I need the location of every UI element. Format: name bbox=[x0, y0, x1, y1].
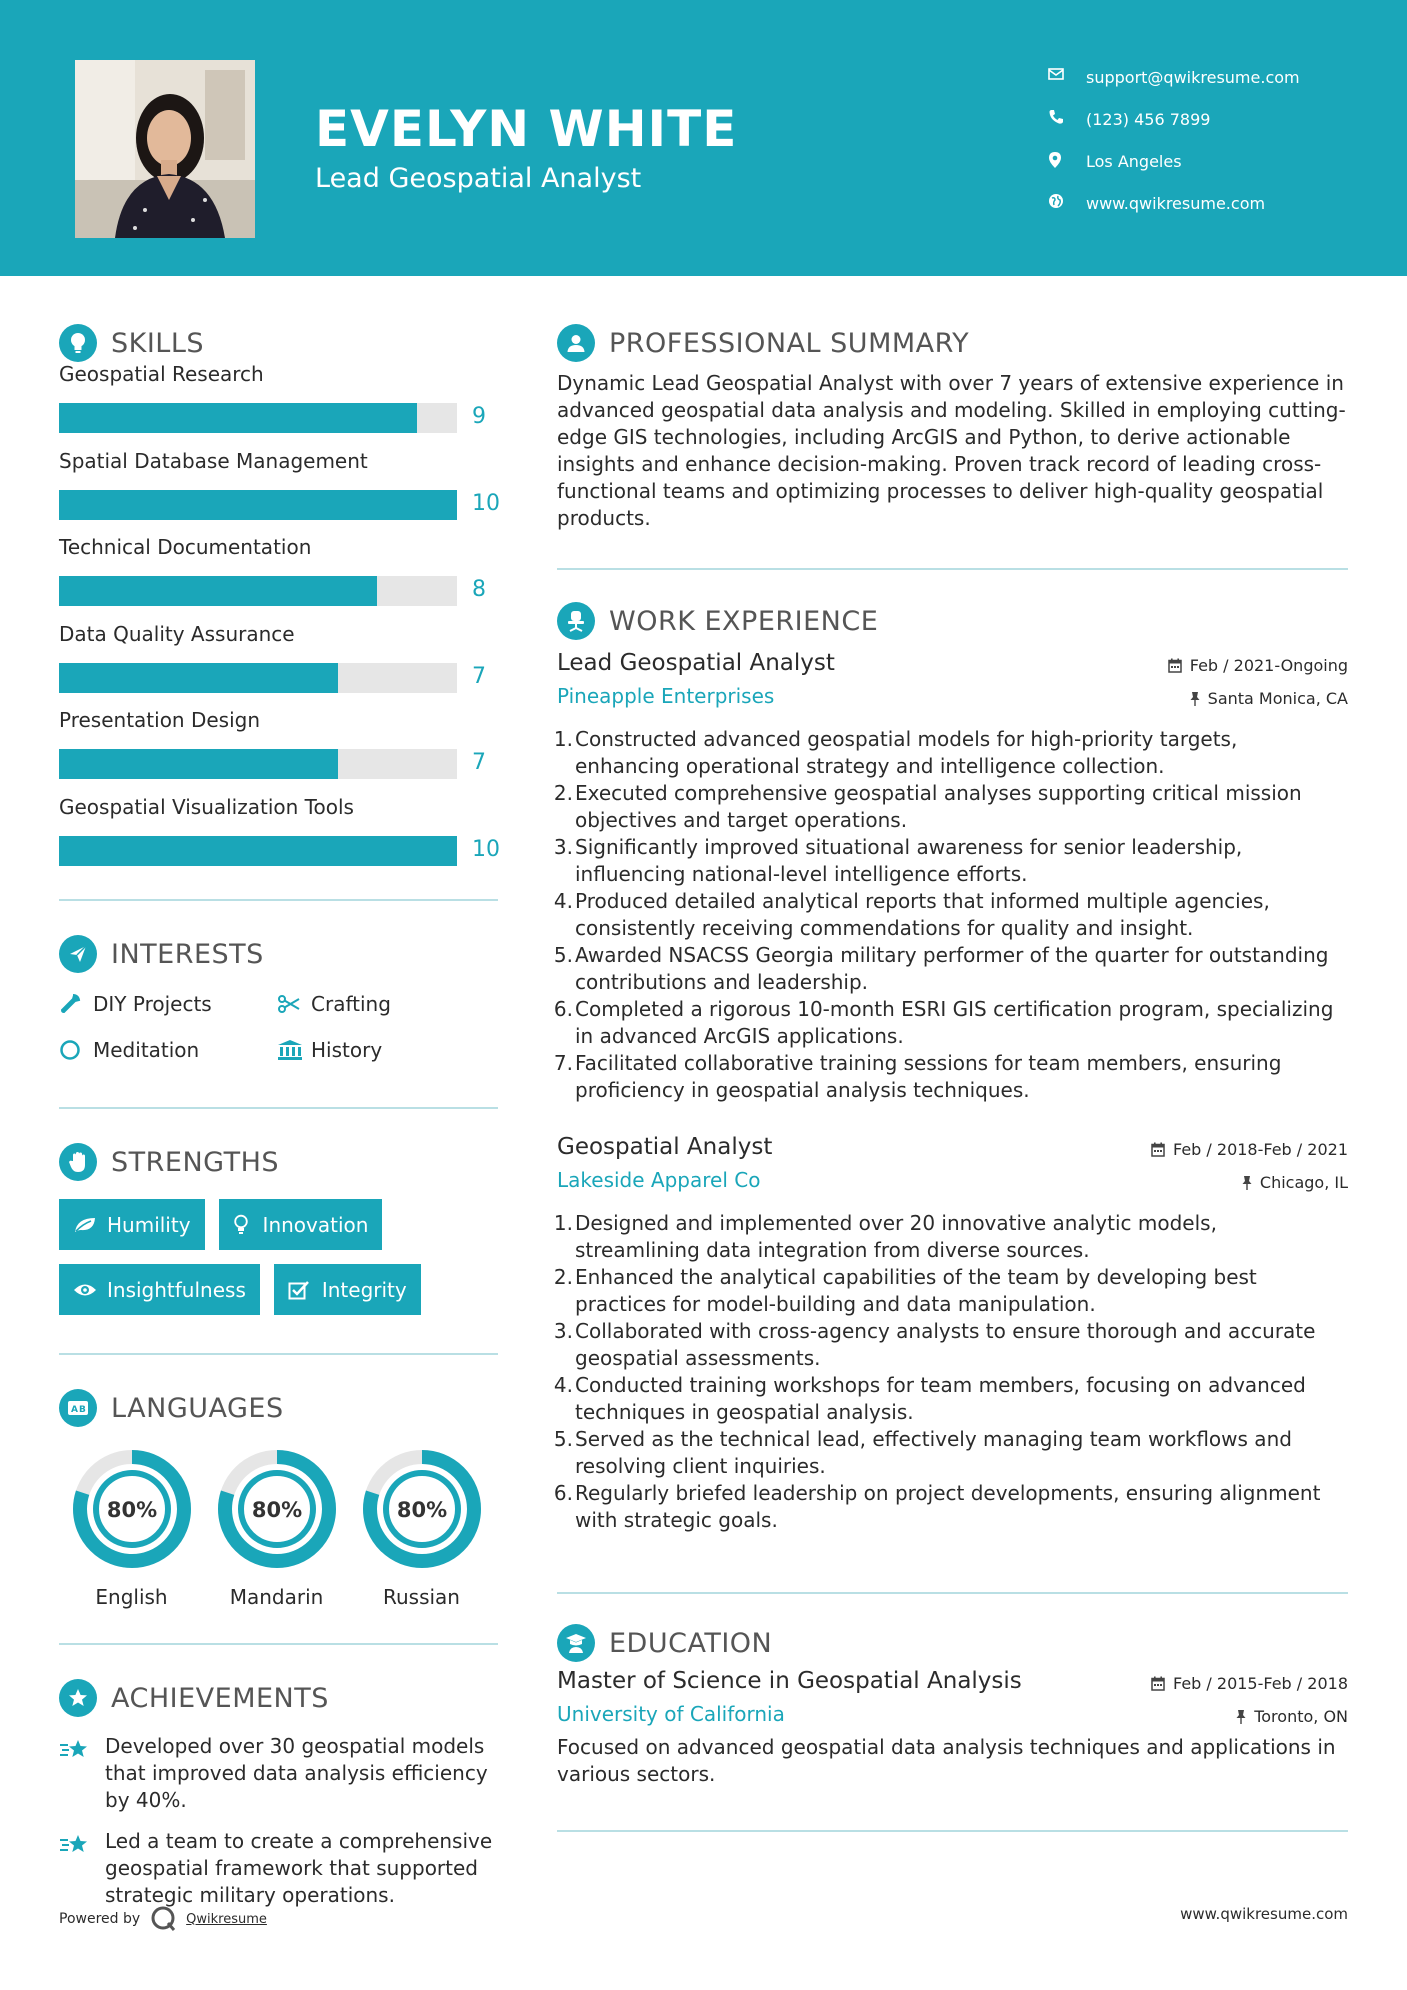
phone-icon bbox=[1048, 109, 1086, 129]
task-number: 3. bbox=[553, 835, 573, 859]
skills-list bbox=[59, 354, 498, 873]
contact-list bbox=[1048, 56, 1300, 224]
job-task bbox=[553, 780, 1348, 834]
achievements-title: ACHIEVEMENTS bbox=[111, 1682, 329, 1714]
skill-row bbox=[59, 441, 498, 528]
achievement-text: Led a team to create a comprehensive geospatial framework that supported strategic military operations. bbox=[105, 1829, 493, 1907]
skill-bar-fill bbox=[59, 403, 417, 433]
job-task bbox=[553, 1426, 1348, 1480]
strengths-heading bbox=[59, 1139, 498, 1185]
interests-heading bbox=[59, 931, 498, 977]
contact-website-text: www.qwikresume.com bbox=[1086, 193, 1266, 213]
job-dates bbox=[1168, 656, 1348, 675]
school-name: University of California bbox=[557, 1702, 785, 1726]
task-number: 2. bbox=[553, 1265, 573, 1289]
job-entry bbox=[553, 650, 1348, 1104]
pushpin-icon bbox=[1242, 1175, 1252, 1190]
job-location bbox=[1242, 1173, 1348, 1192]
skill-bar-fill bbox=[59, 836, 457, 866]
degree-title: Master of Science in Geospatial Analysis bbox=[557, 1668, 1022, 1694]
education-location bbox=[1236, 1707, 1348, 1726]
task-number: 6. bbox=[553, 997, 573, 1021]
interests-title: INTERESTS bbox=[111, 938, 264, 970]
calendar-icon bbox=[1168, 658, 1182, 673]
language-name: Russian bbox=[382, 1585, 460, 1609]
interest-label: Crafting bbox=[311, 992, 391, 1016]
skill-row bbox=[59, 354, 498, 441]
skill-name: Geospatial Research bbox=[59, 362, 264, 386]
education-dates-text: Feb / 2015-Feb / 2018 bbox=[1173, 1674, 1348, 1693]
skill-name: Presentation Design bbox=[59, 708, 261, 732]
checkbox-icon bbox=[288, 1280, 322, 1300]
right-column bbox=[553, 320, 1348, 1832]
shooting-star-icon bbox=[59, 1733, 105, 1814]
achievement-item bbox=[59, 1828, 498, 1909]
skill-bar-fill bbox=[59, 663, 338, 693]
contact-location-text: Los Angeles bbox=[1086, 151, 1182, 171]
skill-score: 9 bbox=[472, 404, 486, 429]
strength-chip bbox=[59, 1264, 260, 1315]
task-text: Facilitated collaborative training sessions for team members, ensuring proficiency in geospatial analysis techniques. bbox=[575, 1051, 1282, 1102]
calendar-icon bbox=[1151, 1676, 1165, 1691]
section-divider bbox=[59, 1107, 498, 1109]
language-gauge bbox=[360, 1447, 484, 1571]
job-location-text: Santa Monica, CA bbox=[1207, 689, 1348, 708]
language-name: English bbox=[95, 1585, 168, 1609]
achievement-text: Developed over 30 geospatial models that improved data analysis efficiency by 40%. bbox=[105, 1734, 488, 1812]
pushpin-icon bbox=[1190, 691, 1200, 706]
resume-header bbox=[0, 0, 1407, 276]
job-location bbox=[1190, 689, 1348, 708]
user-icon bbox=[557, 324, 595, 362]
globe-icon bbox=[1048, 193, 1086, 213]
job-dates bbox=[1151, 1140, 1348, 1159]
section-divider bbox=[59, 899, 498, 901]
skill-name: Spatial Database Management bbox=[59, 448, 368, 473]
skill-row bbox=[59, 527, 498, 614]
section-divider bbox=[557, 1592, 1348, 1594]
languages-title: LANGUAGES bbox=[111, 1392, 284, 1424]
strengths-list bbox=[59, 1199, 489, 1315]
task-number: 3. bbox=[553, 1319, 573, 1343]
education-entry bbox=[557, 1668, 1348, 1788]
task-number: 7. bbox=[553, 1051, 573, 1075]
job-company: Lakeside Apparel Co bbox=[557, 1168, 761, 1192]
circle-icon bbox=[59, 1039, 93, 1061]
task-text: Completed a rigorous 10-month ESRI GIS certification program, specializing in advanced ArcGIS applications. bbox=[575, 997, 1334, 1048]
location-pin-icon bbox=[1048, 151, 1086, 171]
job-task bbox=[553, 888, 1348, 942]
interests-list bbox=[59, 987, 498, 1067]
task-text: Served as the technical lead, effectively managing team workflows and resolving client inquiries. bbox=[575, 1427, 1292, 1478]
powered-by[interactable] bbox=[59, 1905, 267, 1933]
interest-item bbox=[59, 987, 277, 1021]
interest-item bbox=[277, 1033, 477, 1067]
contact-phone[interactable] bbox=[1048, 98, 1300, 140]
skill-bar-fill bbox=[59, 749, 338, 779]
svg-text:A: A bbox=[71, 1405, 78, 1415]
skill-bar-track bbox=[59, 403, 457, 433]
contact-location bbox=[1048, 140, 1300, 182]
task-number: 4. bbox=[553, 1373, 573, 1397]
task-number: 2. bbox=[553, 781, 573, 805]
education-heading bbox=[557, 1620, 1348, 1666]
job-entry bbox=[553, 1134, 1348, 1534]
task-number: 6. bbox=[553, 1481, 573, 1505]
brand-name: Qwikresume bbox=[186, 1911, 267, 1927]
section-divider bbox=[59, 1643, 498, 1645]
svg-text:B: B bbox=[79, 1405, 86, 1415]
task-number: 5. bbox=[553, 1427, 573, 1451]
skill-score: 7 bbox=[472, 750, 486, 775]
job-task bbox=[553, 1480, 1348, 1534]
profile-photo bbox=[75, 60, 255, 238]
interest-label: Meditation bbox=[93, 1038, 200, 1062]
task-text: Regularly briefed leadership on project developments, ensuring alignment with strategic goals. bbox=[575, 1481, 1321, 1532]
job-task-list bbox=[553, 1210, 1348, 1534]
skill-bar-track bbox=[59, 490, 457, 520]
task-text: Collaborated with cross-agency analysts to ensure thorough and accurate geospatial assessments. bbox=[575, 1319, 1316, 1370]
job-dates-text: Feb / 2018-Feb / 2021 bbox=[1173, 1140, 1348, 1159]
skill-row bbox=[59, 787, 498, 874]
task-text: Significantly improved situational awareness for senior leadership, influencing national-level intelligence efforts. bbox=[575, 835, 1243, 886]
languages-list bbox=[59, 1447, 498, 1609]
contact-email-text: support@qwikresume.com bbox=[1086, 67, 1300, 87]
task-text: Produced detailed analytical reports that informed multiple agencies, consistently receiving commendations for quality and insight. bbox=[575, 889, 1270, 940]
scissors-icon bbox=[277, 995, 311, 1013]
paper-plane-icon bbox=[59, 935, 97, 973]
shooting-star-icon bbox=[59, 1828, 105, 1909]
task-text: Awarded NSACSS Georgia military performer of the quarter for outstanding contributions and leadership. bbox=[575, 943, 1329, 994]
task-text: Constructed advanced geospatial models for high-priority targets, enhancing operational strategy and intelligence collection. bbox=[575, 727, 1238, 778]
language-name: Mandarin bbox=[229, 1585, 324, 1609]
job-company: Pineapple Enterprises bbox=[557, 684, 775, 708]
achievement-item bbox=[59, 1733, 498, 1814]
interest-item bbox=[59, 1033, 277, 1067]
language-percent: 80% bbox=[106, 1498, 157, 1522]
wrench-icon bbox=[59, 993, 93, 1015]
section-divider bbox=[59, 1353, 498, 1355]
skill-bar-track bbox=[59, 836, 457, 866]
hand-icon bbox=[59, 1143, 97, 1181]
candidate-role: Lead Geospatial Analyst bbox=[315, 163, 642, 194]
experience-title: WORK EXPERIENCE bbox=[609, 605, 879, 637]
skill-bar-fill bbox=[59, 576, 377, 606]
strength-label: Humility bbox=[107, 1212, 191, 1237]
job-task bbox=[553, 1210, 1348, 1264]
eye-icon bbox=[73, 1282, 107, 1298]
job-title: Geospatial Analyst bbox=[557, 1134, 773, 1160]
task-number: 4. bbox=[553, 889, 573, 913]
skill-bar-fill bbox=[59, 490, 457, 520]
envelope-icon bbox=[1048, 67, 1086, 87]
task-text: Executed comprehensive geospatial analyses supporting critical mission objectives and target operations. bbox=[575, 781, 1302, 832]
job-task bbox=[553, 1264, 1348, 1318]
education-dates bbox=[1151, 1674, 1348, 1693]
lightbulb-icon bbox=[233, 1214, 263, 1236]
section-divider bbox=[557, 568, 1348, 570]
strength-label: Integrity bbox=[321, 1277, 407, 1302]
strength-label: Insightfulness bbox=[107, 1277, 246, 1302]
skills-title: SKILLS bbox=[111, 327, 205, 359]
education-location-text: Toronto, ON bbox=[1254, 1707, 1348, 1726]
experience-heading bbox=[557, 598, 1348, 644]
languages-heading bbox=[59, 1385, 498, 1431]
job-task bbox=[553, 996, 1348, 1050]
strengths-title: STRENGTHS bbox=[111, 1146, 280, 1178]
pushpin-icon bbox=[1236, 1709, 1246, 1724]
achievements-heading bbox=[59, 1675, 498, 1721]
education-title: EDUCATION bbox=[609, 1627, 773, 1659]
interest-label: DIY Projects bbox=[93, 992, 212, 1016]
job-task bbox=[553, 834, 1348, 888]
task-number: 5. bbox=[553, 943, 573, 967]
footer-website[interactable]: www.qwikresume.com bbox=[1180, 1905, 1348, 1923]
profile-photo-image bbox=[75, 60, 255, 238]
education-description: Focused on advanced geospatial data analysis techniques and applications in various sectors. bbox=[557, 1735, 1336, 1786]
summary-text: Dynamic Lead Geospatial Analyst with over 7 years of extensive experience in advanced geospatial data analysis and modeling. Skilled in employing cutting-edge GIS technologies, including ArcGIS and Python, to derive actionable insights and enhance decision-making. Proven track record of leading cross-functional teams and optimizing processes to deliver high-quality geospatial products. bbox=[557, 371, 1346, 530]
graduate-icon bbox=[557, 1624, 595, 1662]
task-text: Conducted training workshops for team members, focusing on advanced techniques in geospatial analysis. bbox=[575, 1373, 1306, 1424]
job-task bbox=[553, 942, 1348, 996]
job-task bbox=[553, 1318, 1348, 1372]
contact-website[interactable] bbox=[1048, 182, 1300, 224]
job-location-text: Chicago, IL bbox=[1259, 1173, 1348, 1192]
skill-score: 8 bbox=[472, 577, 486, 602]
language-item bbox=[349, 1447, 494, 1609]
language-gauge bbox=[70, 1447, 194, 1571]
language-icon bbox=[59, 1389, 97, 1427]
strength-chip bbox=[274, 1264, 421, 1315]
skill-score: 7 bbox=[472, 663, 486, 689]
interest-label: History bbox=[311, 1038, 383, 1062]
language-percent: 80% bbox=[396, 1498, 447, 1522]
qwikresume-logo-icon bbox=[146, 1905, 180, 1933]
language-percent: 80% bbox=[251, 1498, 302, 1522]
left-column bbox=[59, 320, 498, 1909]
job-dates-text: Feb / 2021-Ongoing bbox=[1189, 656, 1348, 675]
skill-name: Data Quality Assurance bbox=[59, 621, 295, 646]
task-number: 1. bbox=[553, 727, 573, 751]
leaf-icon bbox=[73, 1216, 107, 1234]
task-text: Designed and implemented over 20 innovative analytic models, streamlining data integration from diverse sources. bbox=[575, 1211, 1217, 1262]
bank-icon bbox=[277, 1039, 311, 1061]
job-task-list bbox=[553, 726, 1348, 1104]
skill-name: Geospatial Visualization Tools bbox=[59, 794, 354, 819]
language-gauge bbox=[215, 1447, 339, 1571]
calendar-icon bbox=[1151, 1142, 1165, 1157]
job-task bbox=[553, 1050, 1348, 1104]
summary-heading bbox=[557, 320, 1348, 366]
office-chair-icon bbox=[557, 602, 595, 640]
task-number: 1. bbox=[553, 1211, 573, 1235]
interest-item bbox=[277, 987, 477, 1021]
task-text: Enhanced the analytical capabilities of the team by developing best practices for model-building and data manipulation. bbox=[575, 1265, 1257, 1316]
star-badge-icon bbox=[59, 1679, 97, 1717]
job-task bbox=[553, 1372, 1348, 1426]
skill-row bbox=[59, 700, 498, 787]
job-task bbox=[553, 726, 1348, 780]
section-divider bbox=[557, 1830, 1348, 1832]
candidate-name: EVELYN WHITE bbox=[315, 100, 738, 158]
skill-name: Technical Documentation bbox=[59, 535, 312, 559]
skill-row bbox=[59, 614, 498, 701]
summary-title: PROFESSIONAL SUMMARY bbox=[609, 327, 970, 359]
language-item bbox=[204, 1447, 349, 1609]
job-title: Lead Geospatial Analyst bbox=[557, 650, 835, 676]
skill-bar-track bbox=[59, 663, 457, 693]
strength-chip bbox=[219, 1199, 383, 1250]
language-item bbox=[59, 1447, 204, 1609]
contact-phone-text: (123) 456 7899 bbox=[1086, 109, 1211, 129]
contact-email[interactable] bbox=[1048, 56, 1300, 98]
strength-label: Innovation bbox=[262, 1212, 369, 1237]
powered-by-label: Powered by bbox=[59, 1911, 141, 1927]
skill-bar-track bbox=[59, 576, 457, 606]
skill-score: 10 bbox=[472, 490, 500, 516]
skill-bar-track bbox=[59, 749, 457, 779]
skill-score: 10 bbox=[472, 836, 500, 862]
strength-chip bbox=[59, 1199, 205, 1250]
